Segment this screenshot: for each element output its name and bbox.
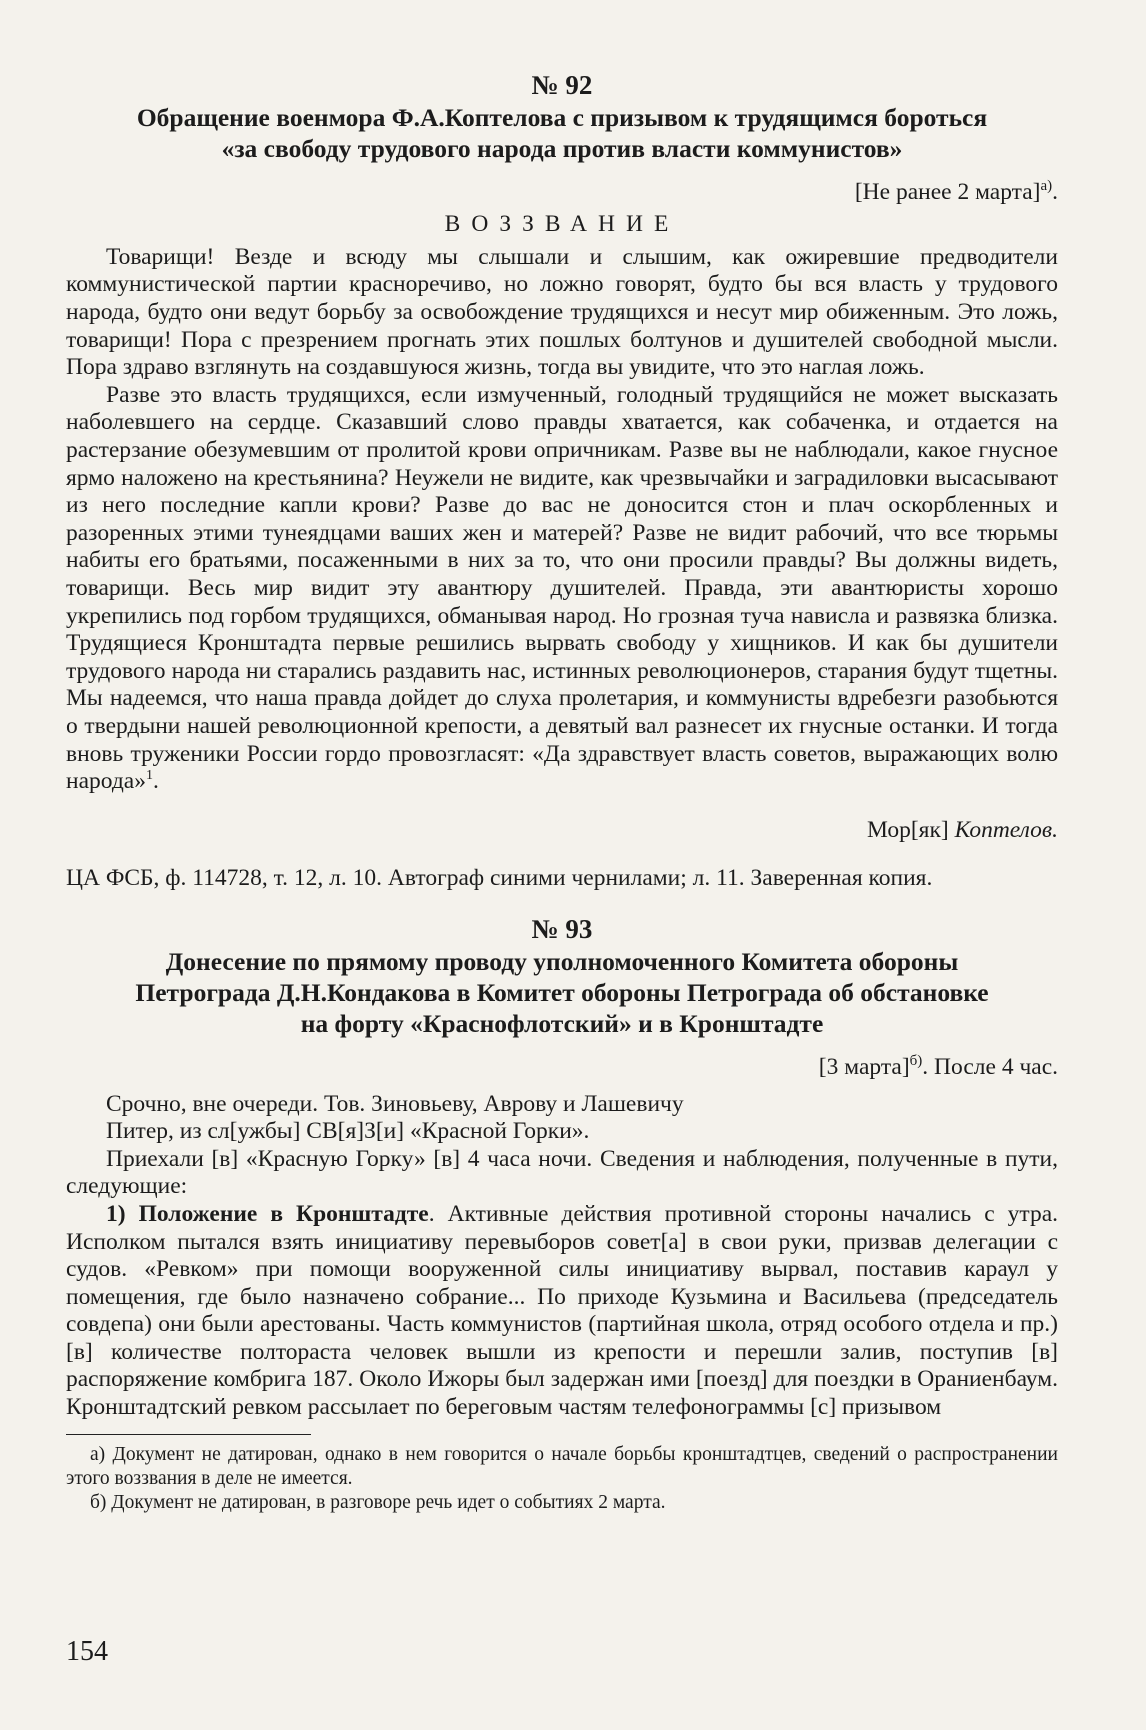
signature-name: Коптелов. bbox=[954, 816, 1058, 843]
document-93-number: № 93 bbox=[531, 913, 593, 944]
footnote-b: б) Документ не датирован, в разговоре речь идет о событиях 2 марта. bbox=[90, 1491, 666, 1513]
document-92-title-line-2: «за свободу трудового народа против власти коммунистов» bbox=[221, 134, 903, 163]
report-arrived-paragraph: Приехали [в] «Красную Горку» [в] 4 часа ночи. Сведения и наблюдения, полученные в пути, следующие: bbox=[66, 1145, 1058, 1200]
report-from-line: Питер, из сл[ужбы] СВ[я]З[и] «Красной Горки». bbox=[106, 1118, 590, 1145]
document-93-title-line-2: Петрограда Д.Н.Кондакова в Комитет обороны Петрограда об обстановке bbox=[135, 977, 989, 1007]
footnote-a: а) Документ не датирован, однако в нем говорится о начале борьбы кронштадтцев, сведений о распространении этого воззвания в деле не имеется. bbox=[66, 1443, 1058, 1489]
document-92-date bbox=[66, 172, 1058, 206]
report-point-1-label: 1) Положение в Кронштадте bbox=[106, 1200, 429, 1227]
footnote-divider bbox=[66, 1434, 311, 1435]
document-93-title-line-1: Донесение по прямому проводу уполномоченного Комитета обороны bbox=[165, 946, 959, 976]
signature bbox=[66, 816, 1058, 844]
document-92-date-text: [Не ранее 2 марта] bbox=[854, 178, 1041, 205]
appeal-footnote-marker: 1 bbox=[145, 768, 153, 784]
report-urgent-line: Срочно, вне очереди. Тов. Зиновьеву, Аврову и Лашевичу bbox=[106, 1090, 684, 1117]
document-92-title bbox=[76, 102, 1048, 164]
appeal-paragraph-2-text: Разве это власть трудящихся, если измученный, голодный трудящийся не может высказать наболевшего на сердце. Сказавший слово правды хватается, как собаченка, и отдается на растерзание обезумевшим от пролитой крови опричникам. Разве вы не наблюдали, какое гнусное ярмо наложено на крестьянина? Неужели не видите, как чрезвычайки и заградиловки высасывают из него последние капли крови? Разве до вас не доносится стон и плач оскорбленных и разоренных этими тунеядцами ваших жен и матерей? Разве не видит рабочий, что все тюрьмы набиты его братьями, посаженными в них за то, что они просили правды? Вы должны видеть, товарищи. Весь мир видит эту авантюру душителей. Правда, эти авантюристы хорошо укрепились под горбом трудящихся, обманывая народ. Но грозная туча нависла и развязка близка. Трудящиеся Кронштадта первые решились вырвать свободу у хищников. И как бы душители трудового народа ни старались раздавить нас, истинных революционеров, старания будут тщетны. Мы надеемся, что наша правда дойдет до слуха пролетария, и коммунисты вдребезги разобьются о твердыни нашей революционной крепости, а девятый вал разнесет их гнусные останки. И тогда вновь труженики России гордо провозгласят: «Да здравствует власть советов, выражающих волю народа» bbox=[66, 381, 1058, 795]
report-point-1-text: . Активные действия противной стороны начались с утра. Исполком пытался взять инициативу перевыборов совет[а] в свои руки, призвав делегации с судов. «Ревком» при помощи вооруженной силы инициативу вырвал, поставив караул у помещения, где было назначено собрание... По приходе Кузьмина и Васильева (председатель совдепа) они были арестованы. Часть коммунистов (партийная школа, отряд особого отдела и пр.) [в] количестве полтораста человек вышли из крепости и перешли залив, поступив [в] распоряжение комбрига 187. Около Ижоры был задержан ими [поезд] для поездки в Ораниенбаум. Кронштадтский ревком рассылает по береговым частям телефонограммы [с] призывом bbox=[66, 1200, 1059, 1421]
page-number: 154 bbox=[66, 1636, 108, 1667]
document-93-title bbox=[76, 946, 1048, 1039]
document-92-date-end: . bbox=[1052, 178, 1058, 205]
document-93-date-footnote-marker: б) bbox=[909, 1052, 923, 1069]
page-content bbox=[66, 70, 1058, 1515]
document-92-number: № 92 bbox=[531, 70, 593, 100]
document-92-title-line-1: Обращение военмора Ф.А.Коптелова с призывом к трудящимся бороться bbox=[136, 103, 988, 132]
document-93-date-end: . После 4 час. bbox=[922, 1053, 1058, 1080]
document-93-date bbox=[66, 1047, 1058, 1081]
appeal-paragraph-1: Товарищи! Везде и всюду мы слышали и слышим, как ожиревшие предводители коммунистической партии красноречиво, но ложно говорят, будто бы вся власть у трудового народа, будто они ведут борьбу за освобождение трудящихся и несут мир обиженным. Это ложь, товарищи! Пора с презрением прогнать этих пошлых болтунов и душителей свободной мысли. Пора здраво взглянуть на создавшуюся жизнь, тогда вы увидите, что это наглая ложь. bbox=[66, 243, 1058, 381]
appeal-heading: ВОЗЗВАНИЕ bbox=[444, 210, 680, 237]
appeal-paragraph-2-end: . bbox=[152, 768, 159, 795]
report-point-1 bbox=[66, 1201, 1058, 1422]
document-93-title-line-3: на форту «Краснофлотский» и в Кронштадте bbox=[300, 1008, 824, 1038]
appeal-paragraph-2 bbox=[66, 382, 1058, 796]
signature-prefix: Мор[як] bbox=[867, 816, 949, 843]
document-92-date-footnote-marker: а) bbox=[1040, 178, 1053, 194]
document-93-date-text: [3 марта] bbox=[818, 1053, 910, 1080]
archive-reference: ЦА ФСБ, ф. 114728, т. 12, л. 10. Автограф синими чернилами; л. 11. Заверенная копия. bbox=[66, 864, 933, 891]
